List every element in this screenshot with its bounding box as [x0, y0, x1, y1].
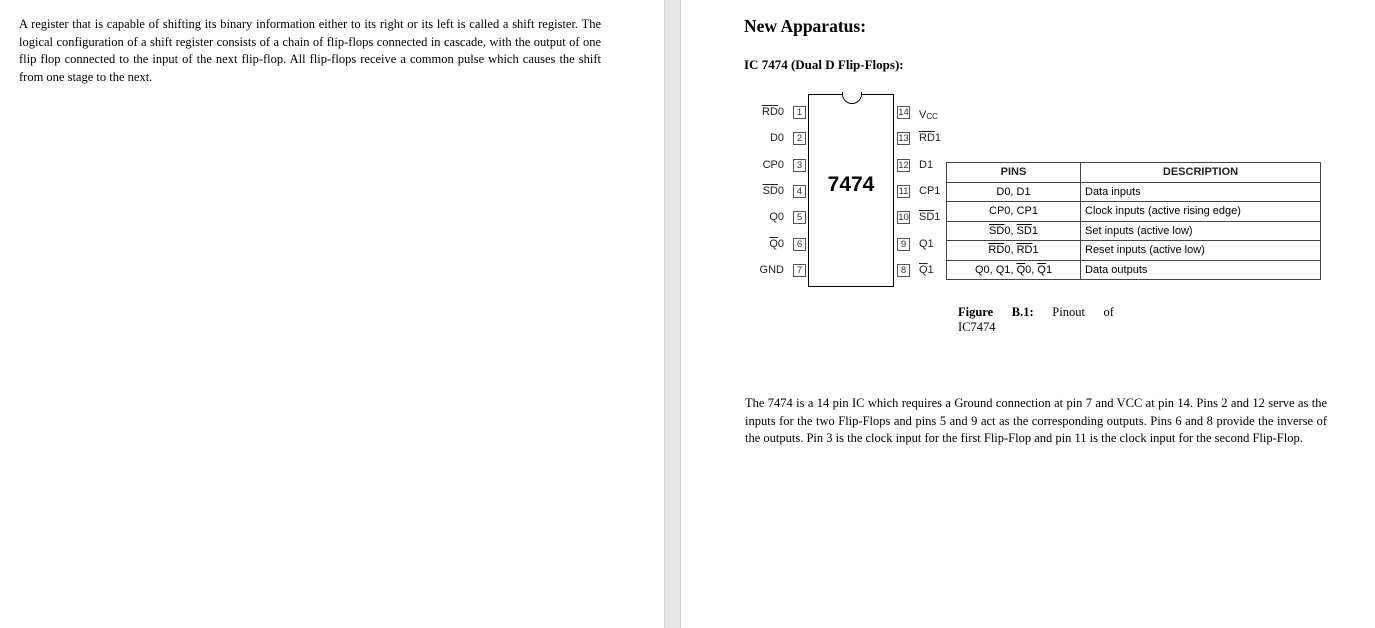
table-row — [947, 241, 1321, 261]
pin-label: CP1 — [919, 184, 941, 197]
pin-description-table — [946, 162, 1321, 280]
description-cell: Set inputs (active low) — [1081, 221, 1321, 241]
ic-subheading: IC 7474 (Dual D Flip-Flops): — [744, 57, 904, 72]
right-page — [681, 0, 1375, 628]
description-cell: Reset inputs (active low) — [1081, 241, 1321, 261]
pin-number: 4 — [793, 185, 806, 198]
pin-number: 10 — [898, 212, 909, 224]
pins-cell: $\overline{RD}0$, $\overline{RD}1$ — [947, 241, 1081, 261]
caption-word: Pinout — [1052, 305, 1085, 319]
description-cell: Data outputs — [1081, 260, 1321, 280]
ic-chip-label: 7474 — [827, 173, 875, 196]
pin-number: 6 — [793, 238, 806, 251]
table-row — [947, 202, 1321, 222]
description-cell: Clock inputs (active rising edge) — [1081, 202, 1321, 222]
pin-number: 7 — [793, 264, 806, 277]
pin-label: D0 — [769, 132, 784, 145]
pin-label: CP0 — [762, 158, 784, 171]
table-row — [947, 260, 1321, 280]
description-cell: Data inputs — [1081, 182, 1321, 202]
pin-number: 1 — [793, 106, 806, 119]
pin-label: $\overline{SD}1$ — [919, 211, 941, 224]
ic-chip-body — [808, 94, 894, 287]
caption-figure-word: Figure — [958, 305, 994, 319]
pin-label: $\overline{Q}1$ — [919, 263, 934, 276]
pin-number: 8 — [897, 264, 910, 277]
pin-number: 3 — [793, 159, 806, 172]
pin-label: D1 — [919, 158, 934, 171]
pin-label: $\overline{RD}0$ — [761, 106, 784, 118]
pin-number: 2 — [793, 132, 806, 145]
pins-cell: $\overline{SD}0$, $\overline{SD}1$ — [947, 221, 1081, 241]
table-row — [947, 182, 1321, 202]
ic-notch — [842, 92, 862, 104]
caption-word: of — [1103, 305, 1114, 319]
figure-caption — [958, 305, 1114, 335]
caption-line-2: IC7474 — [958, 320, 996, 334]
pin-number: 5 — [793, 211, 806, 224]
pins-header: PINS — [947, 163, 1081, 183]
pin-label: $\overline{RD}1$ — [919, 132, 942, 145]
pin-label: GND — [759, 263, 784, 276]
pin-label: $\overline{Q}0$ — [769, 237, 784, 250]
pin-label: VCC — [919, 109, 938, 121]
pin-number: 12 — [898, 159, 909, 171]
pin-label: $\overline{SD}0$ — [762, 184, 784, 197]
pin-number: 9 — [897, 238, 910, 251]
apparatus-heading: New Apparatus: — [744, 16, 867, 36]
page-gutter — [664, 0, 681, 628]
pins-cell: CP0, CP1 — [947, 202, 1081, 222]
pins-cell: D0, D1 — [947, 182, 1081, 202]
pin-label: Q0 — [769, 211, 784, 224]
table-row — [947, 221, 1321, 241]
description-header: DESCRIPTION — [1081, 163, 1321, 183]
pin-number: 13 — [898, 133, 909, 145]
shift-register-paragraph: A register that is capable of shifting its binary information either to its right or its left is called a shift register. The logical configuration of a shift register consists of a chain of flip-flops connected in cascade, with the output of one flip flop connected to the input of the next flip-flop. All flip-flops receive a common pulse which causes the shift from one stage to the next. — [19, 17, 601, 84]
left-page — [0, 0, 664, 628]
ic-description-paragraph: The 7474 is a 14 pin IC which requires a Ground connection at pin 7 and VCC at pin 14. Pins 2 and 12 serve as the inputs for the two Flip-Flops and pins 5 and 9 act as the corresponding outputs. Pins 6 and 8 provide the inverse of the outputs. Pin 3 is the clock input for the first Flip-Flop and pin 11 is the clock input for the second Flip-Flop. — [745, 396, 1327, 446]
caption-figure-number: B.1: — [1011, 305, 1034, 319]
table-header-row — [947, 163, 1321, 183]
pin-label: Q1 — [919, 237, 934, 250]
pins-cell: Q0, Q1, $\overline{Q}0$, $\overline{Q}1$ — [947, 260, 1081, 280]
pin-number: 14 — [898, 107, 909, 118]
pin-number: 11 — [898, 185, 909, 197]
